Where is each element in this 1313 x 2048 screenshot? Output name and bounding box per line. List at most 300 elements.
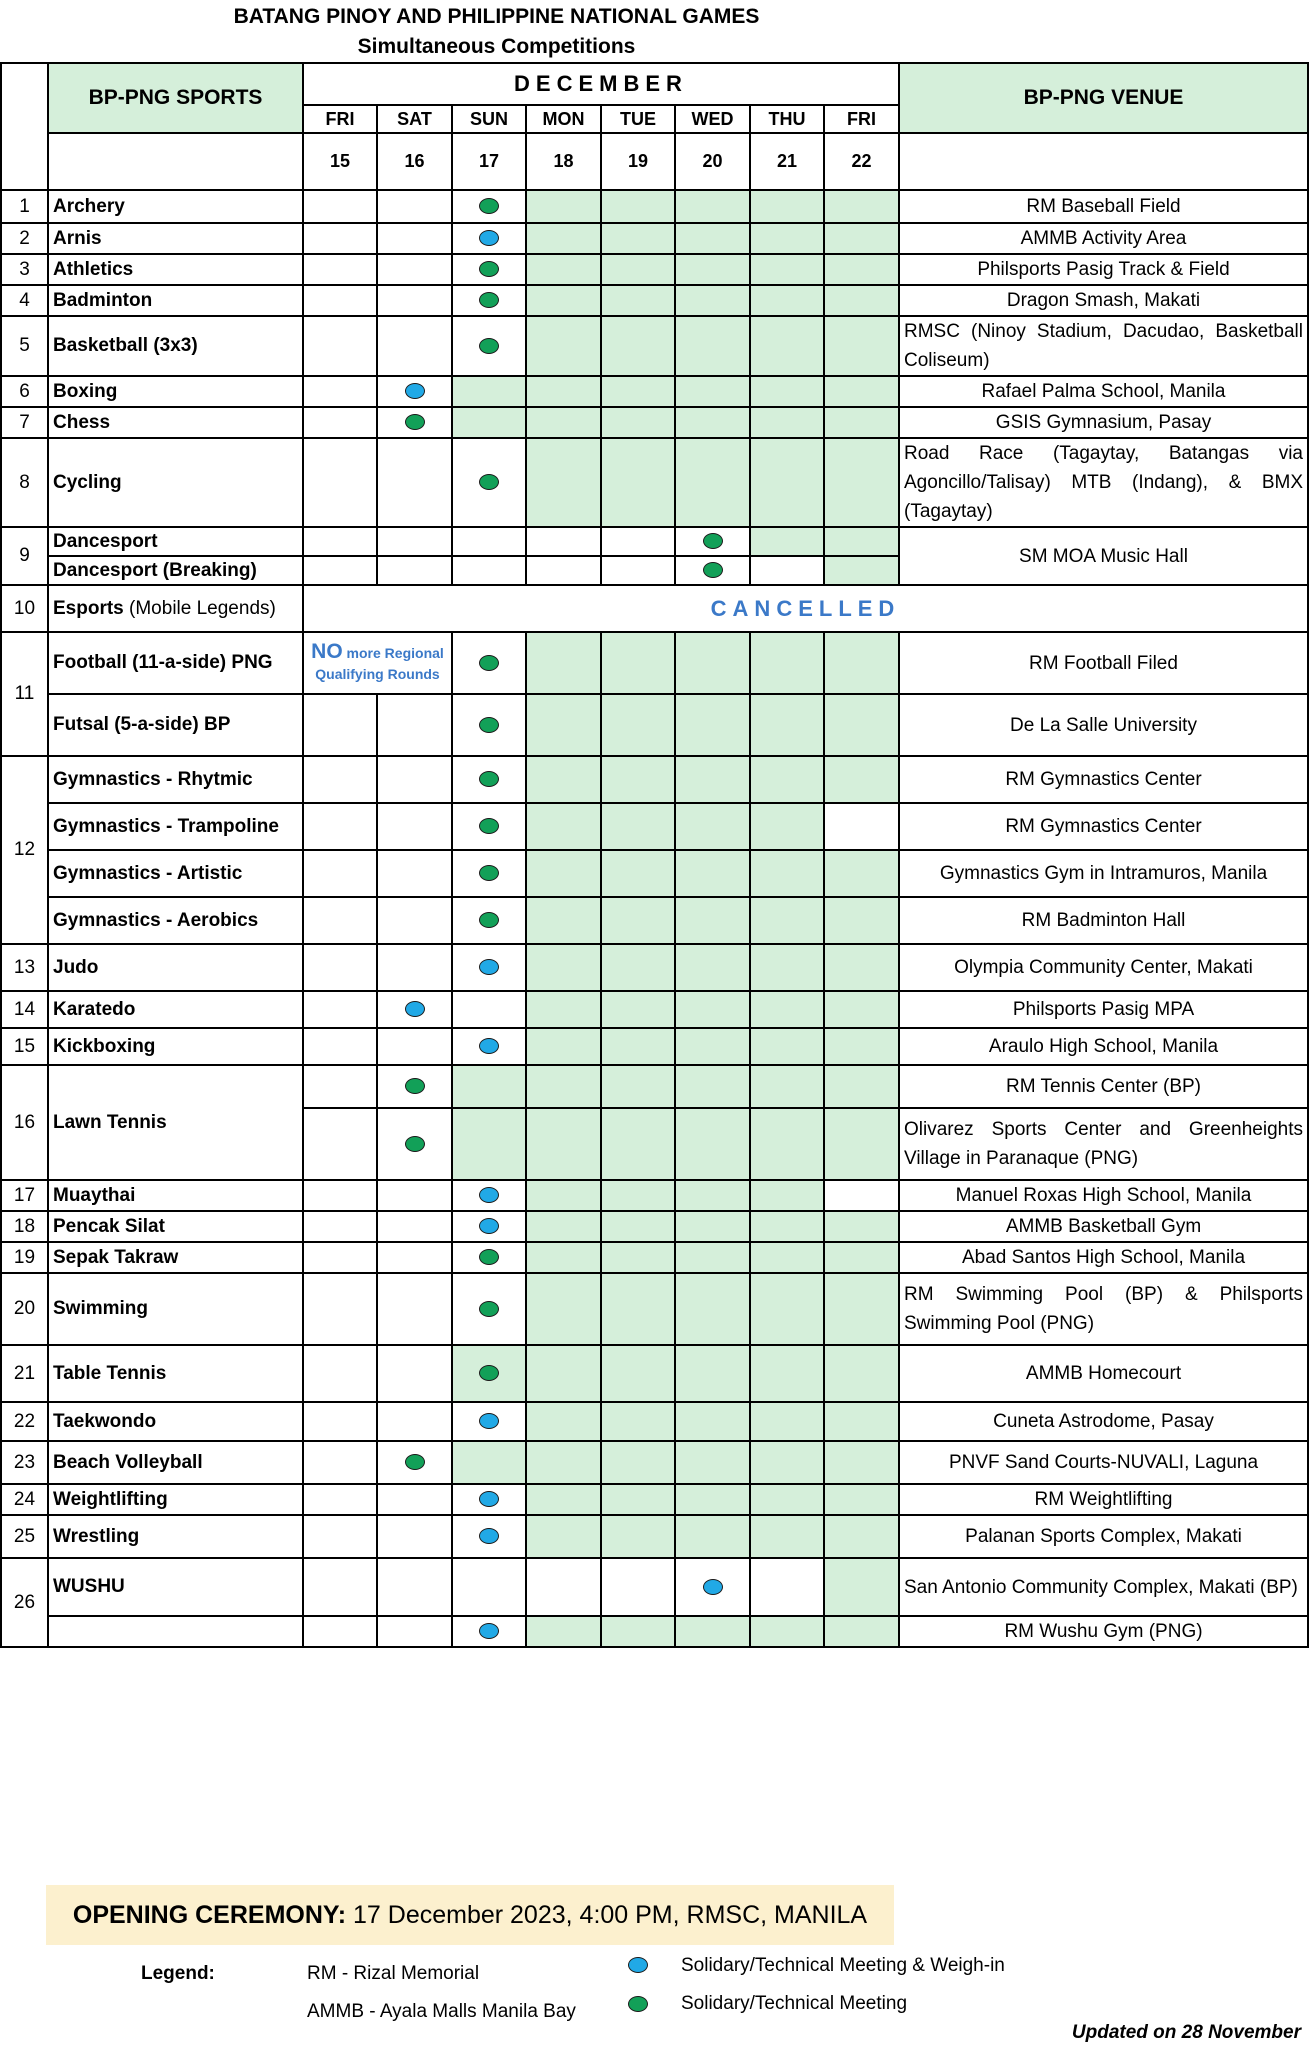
day-cell <box>452 1441 526 1484</box>
date-header: 20 <box>675 133 750 190</box>
day-cell <box>303 285 377 316</box>
legend-rm: RM - Rizal Memorial <box>307 1963 480 1984</box>
table-row <box>1 527 1308 556</box>
day-cell <box>452 694 526 756</box>
table-row <box>1 223 1308 254</box>
day-cell <box>303 1345 377 1402</box>
blue-dot-icon <box>479 1187 499 1203</box>
sports-subheader-blank <box>48 133 303 190</box>
day-cell <box>601 756 675 803</box>
day-cell <box>824 944 899 991</box>
day-cell <box>303 376 377 407</box>
venue-name: Abad Santos High School, Manila <box>899 1242 1308 1273</box>
day-cell <box>377 897 452 944</box>
day-cell <box>452 1402 526 1441</box>
row-number: 15 <box>1 1028 48 1065</box>
venue-name: De La Salle University <box>899 694 1308 756</box>
day-cell <box>452 1211 526 1242</box>
day-cell <box>750 556 824 585</box>
venue-name: RMSC (Ninoy Stadium, Dacudao, Basketball Coliseum) <box>899 316 1308 376</box>
green-dot-icon <box>405 1136 425 1152</box>
day-cell <box>824 897 899 944</box>
day-cell <box>601 1402 675 1441</box>
green-dot-icon <box>479 474 499 490</box>
day-cell <box>452 376 526 407</box>
day-cell <box>377 376 452 407</box>
day-cell <box>601 897 675 944</box>
sport-name-text: Basketball (3x3) <box>53 335 198 356</box>
day-cell <box>377 850 452 897</box>
day-cell <box>675 1211 750 1242</box>
sport-name <box>48 1242 303 1273</box>
day-cell <box>750 1484 824 1515</box>
green-dot-icon <box>405 1454 425 1470</box>
day-cell <box>750 1441 824 1484</box>
venue-name: Dragon Smash, Makati <box>899 285 1308 316</box>
sport-name <box>48 632 303 694</box>
day-cell <box>675 527 750 556</box>
sport-name <box>48 527 303 556</box>
day-cell <box>824 407 899 438</box>
day-cell <box>824 1515 899 1558</box>
day-cell <box>377 438 452 527</box>
table-row <box>1 850 1308 897</box>
day-cell <box>452 991 526 1028</box>
date-header: 22 <box>824 133 899 190</box>
day-cell <box>750 223 824 254</box>
day-cell <box>824 850 899 897</box>
blue-dot-icon <box>479 959 499 975</box>
day-cell <box>601 556 675 585</box>
blue-dot-icon <box>703 1579 723 1595</box>
day-cell <box>675 1273 750 1345</box>
day-cell <box>303 254 377 285</box>
venue-name: San Antonio Community Complex, Makati (BP) <box>899 1558 1308 1616</box>
green-dot-icon <box>479 1365 499 1381</box>
day-cell <box>601 285 675 316</box>
day-cell <box>452 254 526 285</box>
month-header: DECEMBER <box>303 63 899 105</box>
day-of-week-header: SUN <box>452 105 526 133</box>
day-of-week-header: SAT <box>377 105 452 133</box>
sport-name-text: Boxing <box>53 380 118 402</box>
day-cell <box>750 527 824 556</box>
day-cell <box>303 1402 377 1441</box>
day-of-week-header: WED <box>675 105 750 133</box>
day-cell <box>303 897 377 944</box>
venue-header: BP-PNG VENUE <box>899 63 1308 133</box>
day-cell <box>377 1065 452 1108</box>
blue-dot-icon <box>479 1218 499 1234</box>
day-cell <box>601 1028 675 1065</box>
day-cell <box>824 376 899 407</box>
sport-name-text: Taekwondo <box>53 1410 157 1432</box>
cancelled-status: CANCELLED <box>303 585 1308 632</box>
day-cell <box>675 1242 750 1273</box>
schedule-table <box>0 62 1309 1648</box>
day-cell <box>675 190 750 223</box>
day-cell <box>377 1108 452 1180</box>
row-number: 10 <box>1 585 48 632</box>
day-cell <box>675 803 750 850</box>
day-cell <box>377 223 452 254</box>
day-cell <box>750 991 824 1028</box>
day-cell <box>601 1108 675 1180</box>
table-row <box>1 1180 1308 1211</box>
day-cell <box>750 376 824 407</box>
num-header-cell <box>1 63 48 190</box>
day-cell <box>526 1180 601 1211</box>
venue-name: AMMB Basketball Gym <box>899 1211 1308 1242</box>
day-of-week-header: FRI <box>303 105 377 133</box>
day-cell <box>452 190 526 223</box>
opening-details: 17 December 2023, 4:00 PM, RMSC, MANILA <box>346 1901 868 1929</box>
sport-name <box>48 1441 303 1484</box>
day-cell <box>750 897 824 944</box>
green-dot-icon <box>479 198 499 214</box>
table-row <box>1 1273 1308 1345</box>
day-cell <box>452 1616 526 1647</box>
day-cell <box>377 944 452 991</box>
table-row <box>1 190 1308 223</box>
day-of-week-header: FRI <box>824 105 899 133</box>
day-cell <box>675 1065 750 1108</box>
row-number: 25 <box>1 1515 48 1558</box>
sport-name-text: Pencak Silat <box>53 1215 165 1237</box>
day-cell <box>601 1065 675 1108</box>
day-cell <box>526 1108 601 1180</box>
sports-header: BP-PNG SPORTS <box>48 63 303 133</box>
row-number: 19 <box>1 1242 48 1273</box>
day-cell <box>452 223 526 254</box>
day-cell <box>750 1402 824 1441</box>
day-cell <box>526 1558 601 1616</box>
green-dot-icon <box>405 414 425 430</box>
day-cell <box>675 407 750 438</box>
day-cell <box>675 316 750 376</box>
day-cell <box>452 1515 526 1558</box>
day-cell <box>377 1616 452 1647</box>
day-cell <box>824 632 899 694</box>
sport-name-text: Weightlifting <box>53 1488 168 1510</box>
sport-name-text: Table Tennis <box>53 1362 167 1384</box>
day-cell <box>601 190 675 223</box>
day-cell <box>452 1242 526 1273</box>
day-cell <box>526 944 601 991</box>
legend-green-dot-icon <box>628 1996 648 2012</box>
day-cell <box>824 1484 899 1515</box>
sport-name <box>48 407 303 438</box>
green-dot-icon <box>405 1078 425 1094</box>
day-cell <box>824 1242 899 1273</box>
date-header: 16 <box>377 133 452 190</box>
green-dot-icon <box>479 771 499 787</box>
day-cell <box>526 803 601 850</box>
day-cell <box>452 1345 526 1402</box>
day-cell <box>303 316 377 376</box>
day-cell <box>303 1065 377 1108</box>
day-cell <box>601 694 675 756</box>
blue-dot-icon <box>479 1623 499 1639</box>
venue-subheader-blank <box>899 133 1308 190</box>
day-cell <box>824 1108 899 1180</box>
row-number: 24 <box>1 1484 48 1515</box>
table-row <box>1 694 1308 756</box>
day-cell <box>377 1402 452 1441</box>
day-cell <box>526 632 601 694</box>
day-cell <box>601 1558 675 1616</box>
day-cell <box>750 1242 824 1273</box>
day-cell <box>377 1242 452 1273</box>
sport-name <box>48 1558 303 1616</box>
day-cell <box>526 527 601 556</box>
green-dot-icon <box>479 261 499 277</box>
sport-name-text: Gymnastics - Rhytmic <box>53 768 253 790</box>
day-cell <box>824 254 899 285</box>
table-row <box>1 285 1308 316</box>
blue-dot-icon <box>479 1528 499 1544</box>
day-cell <box>750 803 824 850</box>
day-cell <box>303 223 377 254</box>
day-cell <box>452 1484 526 1515</box>
day-cell <box>675 756 750 803</box>
sport-name-text: Dancesport <box>53 530 158 552</box>
day-of-week-header: THU <box>750 105 824 133</box>
venue-name: Olympia Community Center, Makati <box>899 944 1308 991</box>
sport-name <box>48 1402 303 1441</box>
note-qualifying-rounds: Qualifying Rounds <box>315 666 440 682</box>
day-cell <box>303 190 377 223</box>
sport-name <box>48 1515 303 1558</box>
day-cell <box>675 850 750 897</box>
day-cell <box>750 1345 824 1402</box>
blue-dot-icon <box>479 1038 499 1054</box>
row-number: 22 <box>1 1402 48 1441</box>
day-cell <box>303 527 377 556</box>
day-cell <box>377 285 452 316</box>
sport-name-text: WUSHU <box>53 1576 125 1597</box>
day-cell <box>750 756 824 803</box>
blue-dot-icon <box>405 1001 425 1017</box>
day-cell <box>377 1345 452 1402</box>
venue-name: Manuel Roxas High School, Manila <box>899 1180 1308 1211</box>
day-cell <box>824 527 899 556</box>
day-cell <box>601 376 675 407</box>
day-cell <box>675 632 750 694</box>
sport-name <box>48 190 303 223</box>
row-number: 6 <box>1 376 48 407</box>
table-row <box>1 316 1308 376</box>
sport-name <box>48 1180 303 1211</box>
sport-name <box>48 1211 303 1242</box>
sport-name <box>48 254 303 285</box>
header-row-1 <box>1 63 1308 105</box>
day-cell <box>452 632 526 694</box>
sport-name <box>48 223 303 254</box>
day-cell <box>526 285 601 316</box>
row-number: 16 <box>1 1065 48 1180</box>
day-cell <box>750 190 824 223</box>
day-cell <box>452 285 526 316</box>
day-cell <box>303 1558 377 1616</box>
venue-name: AMMB Activity Area <box>899 223 1308 254</box>
row-number: 12 <box>1 756 48 944</box>
day-cell <box>377 556 452 585</box>
sport-name <box>48 897 303 944</box>
day-cell <box>377 803 452 850</box>
day-cell <box>377 1441 452 1484</box>
day-cell <box>824 1345 899 1402</box>
green-dot-icon <box>479 1301 499 1317</box>
day-cell <box>303 556 377 585</box>
day-cell <box>824 756 899 803</box>
day-cell <box>601 254 675 285</box>
day-cell <box>526 897 601 944</box>
day-cell <box>675 1558 750 1616</box>
day-cell <box>452 1065 526 1108</box>
sport-name-text: Dancesport (Breaking) <box>53 559 257 581</box>
day-cell <box>526 1065 601 1108</box>
day-cell <box>750 694 824 756</box>
day-cell <box>750 254 824 285</box>
row-number: 8 <box>1 438 48 527</box>
day-cell <box>526 223 601 254</box>
venue-name: GSIS Gymnasium, Pasay <box>899 407 1308 438</box>
day-cell <box>526 1273 601 1345</box>
row-number: 23 <box>1 1441 48 1484</box>
day-cell <box>452 944 526 991</box>
sport-name-text: Futsal (5-a-side) BP <box>53 714 231 735</box>
table-row <box>1 1558 1308 1616</box>
schedule-table-wrap <box>0 62 1309 1648</box>
blue-dot-icon <box>479 230 499 246</box>
table-row <box>1 1065 1308 1108</box>
day-cell <box>377 1211 452 1242</box>
day-cell <box>377 1028 452 1065</box>
venue-name: Araulo High School, Manila <box>899 1028 1308 1065</box>
day-cell <box>452 407 526 438</box>
day-cell <box>452 803 526 850</box>
venue-name: AMMB Homecourt <box>899 1345 1308 1402</box>
day-cell <box>824 803 899 850</box>
day-cell <box>824 285 899 316</box>
row-number: 1 <box>1 190 48 223</box>
day-cell <box>303 944 377 991</box>
page-subtitle: Simultaneous Competitions <box>357 35 636 58</box>
day-cell <box>675 1515 750 1558</box>
day-cell <box>675 223 750 254</box>
day-cell <box>675 254 750 285</box>
day-cell <box>526 190 601 223</box>
day-cell <box>750 1028 824 1065</box>
sport-name <box>48 850 303 897</box>
day-cell <box>452 850 526 897</box>
sport-name <box>48 585 303 632</box>
day-cell <box>303 1242 377 1273</box>
day-cell <box>601 223 675 254</box>
sport-name-text: Swimming <box>53 1298 149 1319</box>
day-cell <box>750 1515 824 1558</box>
day-cell <box>601 803 675 850</box>
date-header: 18 <box>526 133 601 190</box>
day-cell <box>526 1616 601 1647</box>
date-header: 19 <box>601 133 675 190</box>
day-cell <box>601 1616 675 1647</box>
sport-name <box>48 756 303 803</box>
blue-dot-icon <box>405 383 425 399</box>
day-cell <box>824 1065 899 1108</box>
day-cell <box>526 438 601 527</box>
day-cell <box>377 756 452 803</box>
table-row <box>1 1345 1308 1402</box>
sport-name <box>48 376 303 407</box>
sport-name-text: Athletics <box>53 258 134 280</box>
no-more-qualifying-note <box>303 632 452 694</box>
day-cell <box>526 694 601 756</box>
day-cell <box>601 850 675 897</box>
day-of-week-header: TUE <box>601 105 675 133</box>
sport-name <box>48 1273 303 1345</box>
day-cell <box>452 1558 526 1616</box>
day-cell <box>601 1345 675 1402</box>
day-cell <box>377 407 452 438</box>
day-cell <box>824 190 899 223</box>
day-cell <box>452 316 526 376</box>
sport-name-text: Esports <box>53 597 124 619</box>
day-cell <box>824 1180 899 1211</box>
day-cell <box>377 1484 452 1515</box>
table-row <box>1 407 1308 438</box>
day-cell <box>750 1558 824 1616</box>
day-cell <box>377 527 452 556</box>
venue-name: RM Gymnastics Center <box>899 803 1308 850</box>
day-cell <box>750 850 824 897</box>
day-cell <box>601 1180 675 1211</box>
day-cell <box>303 1211 377 1242</box>
row-number: 3 <box>1 254 48 285</box>
day-cell <box>303 694 377 756</box>
day-cell <box>526 376 601 407</box>
day-cell <box>303 1180 377 1211</box>
day-cell <box>675 694 750 756</box>
venue-name: Philsports Pasig Track & Field <box>899 254 1308 285</box>
day-cell <box>526 556 601 585</box>
table-row <box>1 1484 1308 1515</box>
row-number: 4 <box>1 285 48 316</box>
sport-name <box>48 316 303 376</box>
venue-name: Olivarez Sports Center and Greenheights Village in Paranaque (PNG) <box>899 1108 1308 1180</box>
row-number: 20 <box>1 1273 48 1345</box>
table-row <box>1 803 1308 850</box>
blue-dot-icon <box>479 1491 499 1507</box>
day-cell <box>601 1441 675 1484</box>
day-cell <box>303 850 377 897</box>
sport-name <box>48 1028 303 1065</box>
day-cell <box>675 991 750 1028</box>
day-cell <box>303 438 377 527</box>
venue-name: RM Gymnastics Center <box>899 756 1308 803</box>
row-number: 18 <box>1 1211 48 1242</box>
sport-name <box>48 1345 303 1402</box>
venue-name: Rafael Palma School, Manila <box>899 376 1308 407</box>
sport-name-text: Sepak Takraw <box>53 1246 179 1268</box>
day-cell <box>526 1345 601 1402</box>
day-cell <box>750 1065 824 1108</box>
green-dot-icon <box>479 655 499 671</box>
sport-name <box>48 438 303 527</box>
day-cell <box>452 438 526 527</box>
day-cell <box>377 316 452 376</box>
